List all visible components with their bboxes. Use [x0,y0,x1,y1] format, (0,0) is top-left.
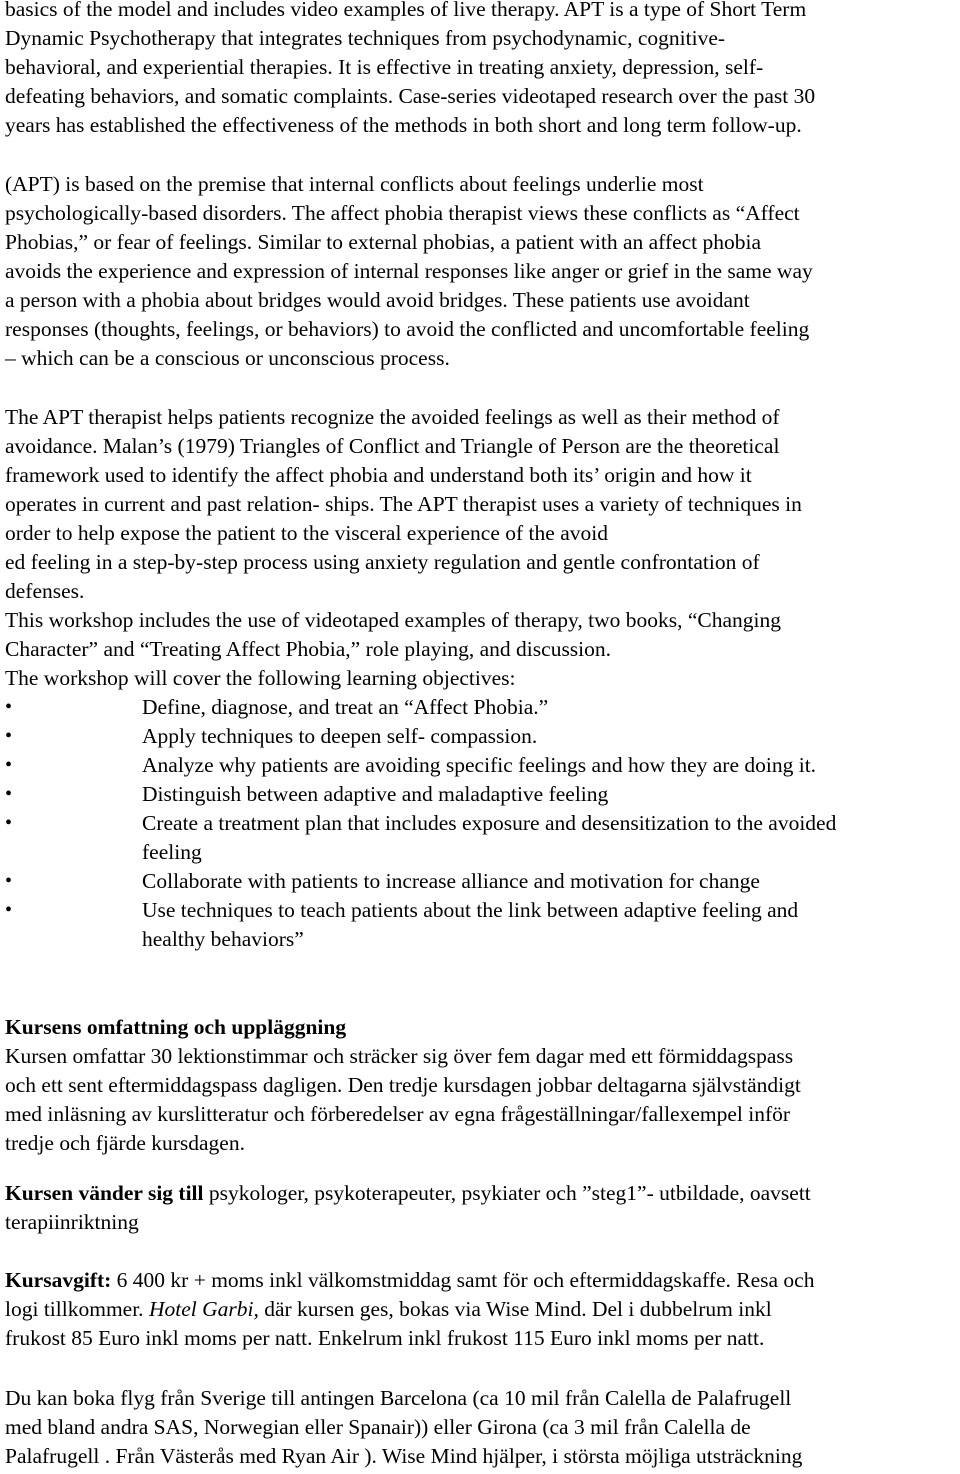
text-line [5,1295,960,1324]
text-line: Character” and “Treating Affect Phobia,” role playing, and discussion. [5,637,612,661]
audience-text: psykologer, psykoterapeuter, psykiater och ”steg1”- utbildade, oavsett [203,1181,811,1205]
bullet-icon: • [5,725,13,747]
bullet-icon: • [5,783,13,805]
list-item-text: healthy behaviors” [142,927,304,951]
text-line: defeating behaviors, and somatic complaints. Case-series videotaped research over the past 30 [5,84,816,108]
audience-label: Kursen vänder sig till [5,1181,204,1205]
affect-phobia-paragraph [5,170,960,373]
text-line: years has established the effectiveness of the methods in both short and long term follow-up. [5,113,802,137]
text-line: – which can be a conscious or unconscious process. [5,346,450,370]
bullet-icon: • [5,696,13,718]
text-line: order to help expose the patient to the visceral experience of the avoid [5,521,608,545]
section-heading: Kursens omfattning och uppläggning [5,1015,347,1039]
audience-paragraph [5,1179,960,1237]
text-line: avoidance. Malan’s (1979) Triangles of Conflict and Triangle of Person are the theoretical [5,434,780,458]
text-line: avoids the experience and expression of internal responses like anger or grief in the same way [5,259,813,283]
intro-paragraph [5,0,960,140]
text-line: behavioral, and experiential therapies. It is effective in treating anxiety, depression, self- [5,55,764,79]
fee-text: 6 400 kr + moms inkl välkomstmiddag samt för och eftermiddagskaffe. Resa och [111,1268,815,1292]
text-line: Palafrugell . Från Västerås med Ryan Air ). Wise Mind hjälper, i största möjliga utsträckning [5,1444,803,1468]
list-item-text: Distinguish between adaptive and maladaptive feeling [142,782,609,806]
fee-label: Kursavgift: [5,1268,112,1292]
bullet-icon: • [5,812,13,834]
text-line: ed feeling in a step-by-step process using anxiety regulation and gentle confrontation of [5,550,760,574]
text-line: Phobias,” or fear of feelings. Similar to external phobias, a patient with an affect phobia [5,230,762,254]
text-line: tredje och fjärde kursdagen. [5,1131,245,1155]
list-item-text: Create a treatment plan that includes exposure and desensitization to the avoided [142,811,837,835]
text-line: psychologically-based disorders. The affect phobia therapist views these conflicts as “Affect [5,201,800,225]
text-line: basics of the model and includes video examples of live therapy. APT is a type of Short Term [5,0,807,21]
bullet-icon: • [5,899,13,921]
course-scope-paragraph [5,1042,960,1158]
text-line: defenses. [5,579,85,603]
list-item-text: Use techniques to teach patients about the link between adaptive feeling and [142,898,799,922]
text-line: med bland andra SAS, Norwegian eller Spanair)) eller Girona (ca 3 mil från Calella de [5,1415,751,1439]
text-line: och ett sent eftermiddagspass dagligen. Den tredje kursdagen jobbar deltagarna självständigt [5,1073,801,1097]
bullet-icon: • [5,870,13,892]
text-line: Du kan boka flyg från Sverige till antingen Barcelona (ca 10 mil från Calella de Palafrugell [5,1386,792,1410]
text-line: (APT) is based on the premise that internal conflicts about feelings underlie most [5,172,704,196]
bullet-icon: • [5,754,13,776]
list-item-text: Analyze why patients are avoiding specific feelings and how they are doing it. [142,753,817,777]
text-line: operates in current and past relation- ships. The APT therapist uses a variety of techniques in [5,492,802,516]
travel-paragraph [5,1384,960,1471]
hotel-name: Hotel Garbi, [148,1297,259,1321]
list-item-text: Define, diagnose, and treat an “Affect Phobia.” [142,695,549,719]
text-line: responses (thoughts, feelings, or behaviors) to avoid the conflicted and uncomfortable feeling [5,317,810,341]
list-item-text: Apply techniques to deepen self- compassion. [142,724,538,748]
text-line: Kursen omfattar 30 lektionstimmar och sträcker sig över fem dagar med ett förmiddagspass [5,1044,794,1068]
text-line: The workshop will cover the following learning objectives: [5,666,516,690]
text-line: terapiinriktning [5,1210,139,1234]
apt-therapist-paragraph [5,403,960,693]
fee-text: där kursen ges, bokas via Wise Mind. Del i dubbelrum inkl [258,1297,772,1321]
text-line: This workshop includes the use of videotaped examples of therapy, two books, “Changing [5,608,782,632]
text-line: frukost 85 Euro inkl moms per natt. Enkelrum inkl frukost 115 Euro inkl moms per natt. [5,1326,765,1350]
section-heading-block [5,1013,960,1042]
list-item-text: Collaborate with patients to increase alliance and motivation for change [142,869,760,893]
list-item-text: feeling [142,840,202,864]
text-line: framework used to identify the affect phobia and understand both its’ origin and how it [5,463,752,487]
text-line: The APT therapist helps patients recognize the avoided feelings as well as their method of [5,405,780,429]
fee-paragraph [5,1266,960,1353]
text-line [5,1179,960,1208]
text-line: Dynamic Psychotherapy that integrates techniques from psychodynamic, cognitive- [5,26,726,50]
text-line: a person with a phobia about bridges would avoid bridges. These patients use avoidant [5,288,750,312]
text-line: med inläsning av kurslitteratur och förberedelser av egna frågeställningar/fallexempel inför [5,1102,791,1126]
fee-text: logi tillkommer. [5,1297,149,1321]
text-line [5,1266,960,1295]
